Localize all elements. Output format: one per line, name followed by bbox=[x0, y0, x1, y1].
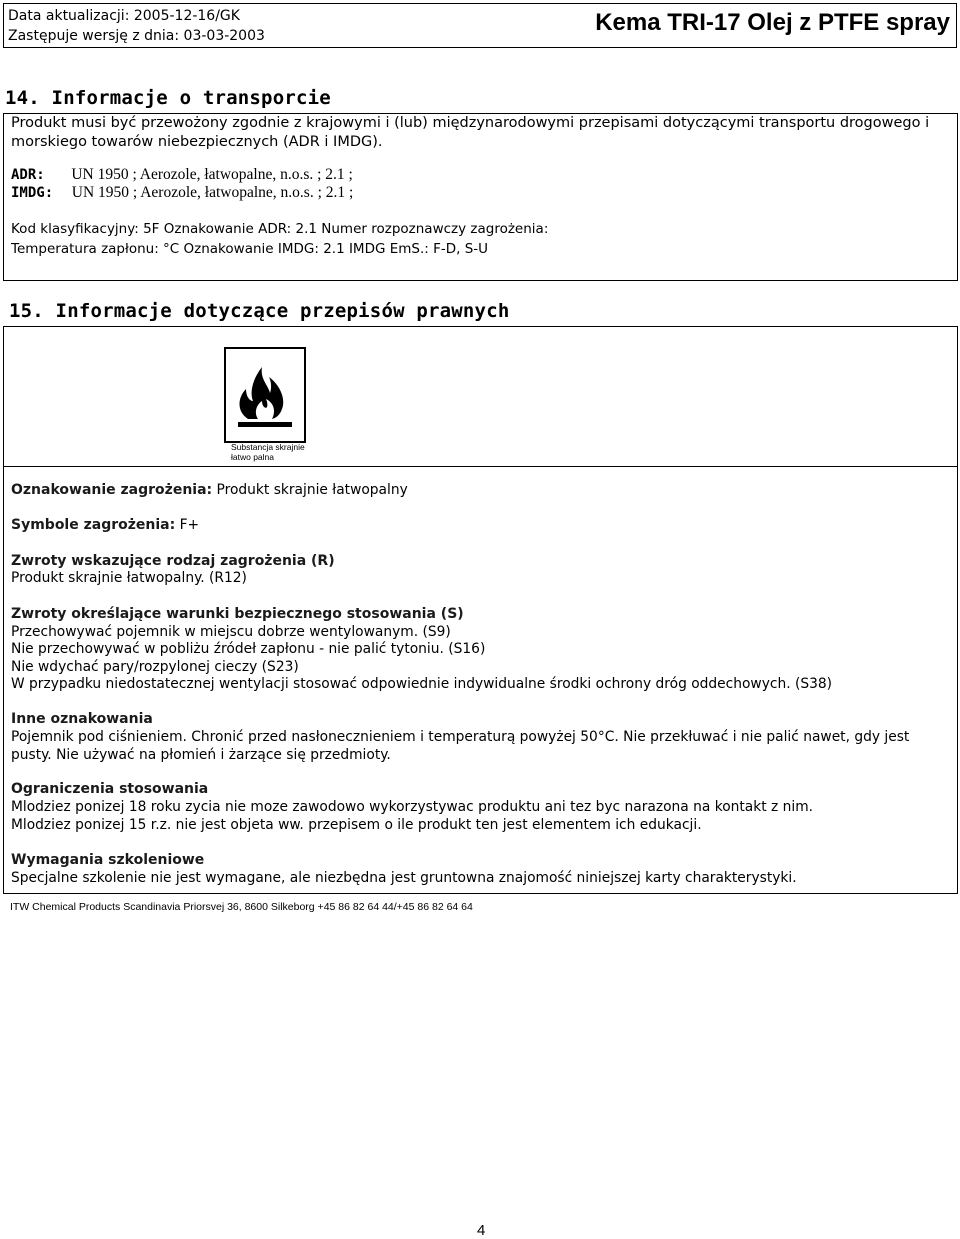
adr-label: ADR: bbox=[11, 167, 45, 183]
hazard-symbols-line bbox=[11, 517, 199, 533]
adr-value: UN 1950 ; Aerozole, łatwopalne, n.o.s. ; 2.1 ; bbox=[71, 166, 353, 183]
r-phrase-item: Produkt skrajnie łatwopalny. (R12) bbox=[11, 570, 247, 586]
hazard-label-line bbox=[11, 482, 408, 498]
restriction-item: Mlodziez ponizej 18 roku zycia nie moze zawodowo wykorzystywac produktu ani tez byc narazona na kontakt z nim. bbox=[11, 799, 814, 815]
adr-row bbox=[11, 166, 353, 184]
s-phrase-item: Nie wdychać pary/rozpylonej cieczy (S23) bbox=[11, 659, 299, 675]
transport-intro: Produkt musi być przewożony zgodnie z krajowymi i (lub) międzynarodowymi przepisami dotyczącymi transportu drogowego i morskiego towarów niebezpiecznych (ADR i IMDG). bbox=[11, 115, 930, 150]
training-text: Specjalne szkolenie nie jest wymagane, ale niezbędna jest gruntowna znajomość niniejszej karty charakterystyki. bbox=[11, 870, 797, 886]
update-date: Data aktualizacji: 2005-12-16/GK bbox=[8, 8, 240, 24]
section-15-upper-box bbox=[3, 326, 958, 466]
imdg-value: UN 1950 ; Aerozole, łatwopalne, n.o.s. ; 2.1 ; bbox=[71, 184, 354, 201]
other-labelling-heading: Inne oznakowania bbox=[11, 711, 153, 727]
other-labelling-text: Pojemnik pod ciśnieniem. Chronić przed nasłonecznieniem i temperaturą powyżej 50°C. Nie przekłuwać i nie palić nawet, gdy jest pusty. Nie używać na płomień i żarzące się przedmioty. bbox=[11, 729, 910, 763]
s-phrase-item: Przechowywać pojemnik w miejscu dobrze wentylowanym. (S9) bbox=[11, 624, 451, 640]
product-title: Kema TRI-17 Olej z PTFE spray bbox=[595, 9, 950, 36]
pictogram-caption: Substancja skrajnie łatwo palna bbox=[231, 442, 305, 462]
replaces-version: Zastępuje wersję z dnia: 03-03-2003 bbox=[8, 28, 265, 44]
restrictions-heading: Ograniczenia stosowania bbox=[11, 781, 209, 797]
page-number: 4 bbox=[477, 1222, 486, 1239]
hazard-label-heading: Oznakowanie zagrożenia: bbox=[11, 482, 213, 498]
s-phrase-item: W przypadku niedostatecznej wentylacji stosować odpowiednie indywidualne środki ochrony dróg oddechowych. (S38) bbox=[11, 676, 833, 692]
company-footer: ITW Chemical Products Scandinavia Priorsvej 36, 8600 Silkeborg +45 86 82 64 44/+45 86 82 64 64 bbox=[10, 901, 473, 913]
r-phrases-heading: Zwroty wskazujące rodzaj zagrożenia (R) bbox=[11, 553, 335, 569]
s-phrases-heading: Zwroty określające warunki bezpiecznego stosowania (S) bbox=[11, 606, 464, 622]
restriction-item: Mlodziez ponizej 15 r.z. nie jest objeta ww. przepisem o ile produkt ten jest elementem ich edukacji. bbox=[11, 817, 702, 833]
hazard-symbols-heading: Symbole zagrożenia: bbox=[11, 517, 176, 533]
section-14-title: 14. Informacje o transporcie bbox=[5, 87, 331, 109]
training-heading: Wymagania szkoleniowe bbox=[11, 852, 205, 868]
s-phrase-item: Nie przechowywać w pobliżu źródeł zapłonu - nie palić tytoniu. (S16) bbox=[11, 641, 486, 657]
hazard-label-value: Produkt skrajnie łatwopalny bbox=[212, 482, 408, 498]
section-14-box bbox=[3, 113, 958, 281]
section-15-title: 15. Informacje dotyczące przepisów prawnych bbox=[9, 300, 510, 322]
imdg-row bbox=[11, 184, 353, 202]
header-box bbox=[3, 3, 957, 48]
imdg-label: IMDG: bbox=[11, 185, 54, 201]
hazard-symbols-value: F+ bbox=[175, 517, 200, 533]
classification-line: Kod klasyfikacyjny: 5F Oznakowanie ADR: 2.1 Numer rozpoznawczy zagrożenia: bbox=[11, 221, 549, 237]
flammable-flame-icon bbox=[224, 347, 306, 443]
flash-point-line: Temperatura zapłonu: °C Oznakowanie IMDG: 2.1 IMDG EmS.: F-D, S-U bbox=[11, 241, 489, 257]
